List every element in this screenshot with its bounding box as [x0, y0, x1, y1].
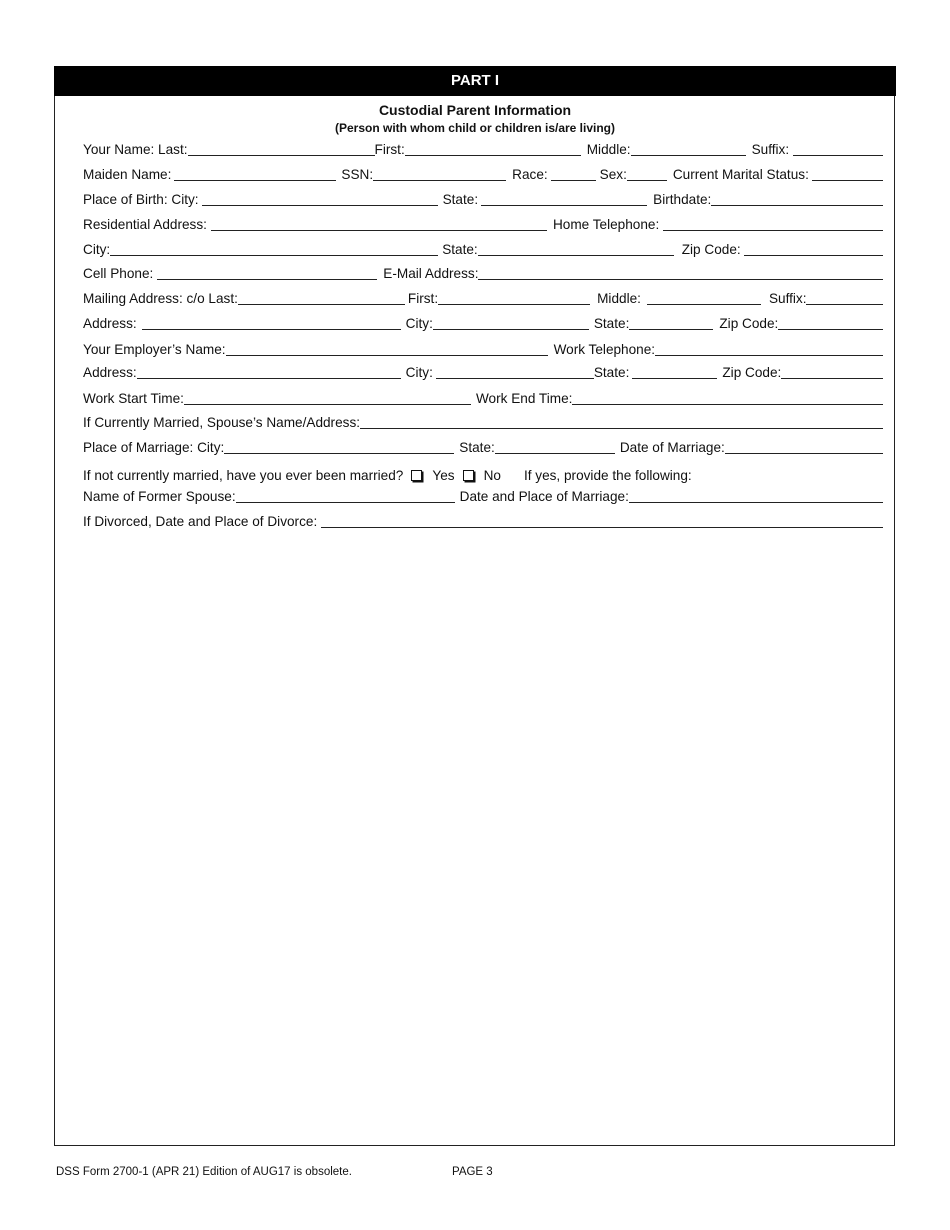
mailing-suffix-field[interactable] — [806, 304, 883, 305]
employer-state-field[interactable] — [632, 378, 717, 379]
label-employer-address: Address: — [83, 365, 137, 380]
former-marriage-field[interactable] — [629, 502, 883, 503]
zip-code-field[interactable] — [744, 255, 883, 256]
label-marriage-city: Place of Marriage: City: — [83, 440, 225, 455]
label-maiden-name: Maiden Name: — [83, 167, 172, 182]
employer-name-field[interactable] — [226, 355, 548, 356]
race-field[interactable] — [551, 180, 596, 181]
spouse-field[interactable] — [360, 428, 883, 429]
work-start-field[interactable] — [184, 404, 471, 405]
marriage-date-field[interactable] — [725, 453, 883, 454]
first-name-field[interactable] — [405, 155, 581, 156]
work-telephone-field[interactable] — [655, 355, 883, 356]
work-end-field[interactable] — [572, 404, 883, 405]
row-residential — [83, 215, 883, 233]
label-birthdate: Birthdate: — [653, 192, 712, 207]
row-employer — [83, 340, 883, 358]
row-former-spouse — [83, 487, 883, 505]
label-residential-address: Residential Address: — [83, 217, 207, 232]
row-spouse — [83, 413, 883, 431]
home-telephone-field[interactable] — [663, 230, 883, 231]
label-spouse: If Currently Married, Spouse’s Name/Address: — [83, 415, 361, 430]
page-number: PAGE 3 — [452, 1166, 493, 1178]
label-mailing-address: Address: — [83, 316, 137, 331]
label-former-marriage: Date and Place of Marriage: — [459, 489, 629, 504]
suffix-field[interactable] — [793, 155, 883, 156]
row-work-times — [83, 389, 883, 407]
label-ssn: SSN: — [341, 167, 374, 182]
mailing-last-field[interactable] — [238, 304, 405, 305]
sex-field[interactable] — [627, 180, 667, 181]
label-work-start: Work Start Time: — [83, 391, 184, 406]
row-employer-address — [83, 363, 883, 381]
label-if-yes: If yes, provide the following: — [523, 468, 692, 483]
label-marriage-date: Date of Marriage: — [619, 440, 725, 455]
birth-state-field[interactable] — [481, 205, 647, 206]
mailing-zip-field[interactable] — [778, 329, 883, 330]
label-city: City: — [83, 242, 111, 257]
row-mailing-name — [83, 289, 883, 307]
middle-name-field[interactable] — [631, 155, 746, 156]
label-middle-name: Middle: — [586, 142, 631, 157]
birth-city-field[interactable] — [202, 205, 438, 206]
no-checkbox[interactable] — [463, 470, 474, 481]
marriage-city-field[interactable] — [224, 453, 454, 454]
label-race: Race: — [512, 167, 548, 182]
row-contact — [83, 264, 883, 282]
part-header — [54, 66, 896, 96]
label-former-spouse: Name of Former Spouse: — [83, 489, 236, 504]
label-work-end: Work End Time: — [475, 391, 573, 406]
label-mailing-zip: Zip Code: — [719, 316, 779, 331]
section-title: Custodial Parent Information — [378, 102, 572, 118]
employer-city-field[interactable] — [436, 378, 594, 379]
yes-checkbox[interactable] — [411, 470, 422, 481]
email-field[interactable] — [478, 279, 883, 280]
row-maiden — [83, 165, 883, 183]
form-identifier: DSS Form 2700-1 (APR 21) Edition of AUG17 is obsolete. — [56, 1166, 352, 1178]
maiden-name-field[interactable] — [174, 180, 336, 181]
label-zip-code: Zip Code: — [681, 242, 741, 257]
row-birth — [83, 190, 883, 208]
label-mailing-state: State: — [593, 316, 630, 331]
label-sex: Sex: — [599, 167, 627, 182]
label-birth-city: Place of Birth: City: — [83, 192, 199, 207]
row-your-name — [83, 140, 883, 158]
employer-zip-field[interactable] — [781, 378, 883, 379]
label-no: No — [483, 468, 501, 483]
label-mailing-last: Mailing Address: c/o Last: — [83, 291, 238, 306]
marital-status-field[interactable] — [812, 180, 883, 181]
label-last-name: Your Name: Last: — [83, 142, 188, 157]
mailing-middle-field[interactable] — [647, 304, 761, 305]
label-email: E-Mail Address: — [383, 266, 479, 281]
last-name-field[interactable] — [188, 155, 375, 156]
row-residential-city — [83, 240, 883, 258]
residential-address-field[interactable] — [211, 230, 547, 231]
label-mailing-city: City: — [405, 316, 433, 331]
birthdate-field[interactable] — [711, 205, 883, 206]
label-mailing-suffix: Suffix: — [768, 291, 807, 306]
row-divorce — [83, 512, 883, 530]
employer-address-field[interactable] — [137, 378, 401, 379]
mailing-city-field[interactable] — [433, 329, 589, 330]
divorce-field[interactable] — [321, 527, 883, 528]
label-employer-city: City: — [405, 365, 433, 380]
label-employer-name: Your Employer’s Name: — [83, 342, 226, 357]
label-work-telephone: Work Telephone: — [553, 342, 656, 357]
row-mailing-address — [83, 314, 883, 332]
label-first-name: First: — [374, 142, 405, 157]
label-suffix: Suffix: — [751, 142, 790, 157]
label-marital-status: Current Marital Status: — [672, 167, 809, 182]
marriage-state-field[interactable] — [495, 453, 615, 454]
label-employer-state: State: — [593, 365, 630, 380]
section-subtitle: (Person with whom child or children is/are living) — [334, 121, 616, 135]
row-marriage — [83, 438, 883, 456]
mailing-address-field[interactable] — [142, 329, 401, 330]
label-state: State: — [442, 242, 478, 257]
ssn-field[interactable] — [373, 180, 506, 181]
state-field[interactable] — [478, 255, 674, 256]
label-mailing-first: First: — [407, 291, 439, 306]
label-divorce: If Divorced, Date and Place of Divorce: — [83, 514, 318, 529]
label-cell-phone: Cell Phone: — [83, 266, 154, 281]
mailing-first-field[interactable] — [438, 304, 590, 305]
label-ever-married: If not currently married, have you ever been married? — [83, 468, 404, 483]
part-label: PART I — [450, 72, 500, 89]
mailing-state-field[interactable] — [629, 329, 713, 330]
label-mailing-middle: Middle: — [597, 291, 641, 306]
label-employer-zip: Zip Code: — [722, 365, 782, 380]
label-birth-state: State: — [442, 192, 479, 207]
former-spouse-field[interactable] — [236, 502, 455, 503]
label-marriage-state: State: — [459, 440, 495, 455]
label-home-telephone: Home Telephone: — [552, 217, 660, 232]
label-yes: Yes — [432, 468, 455, 483]
city-field[interactable] — [110, 255, 438, 256]
cell-phone-field[interactable] — [157, 279, 377, 280]
row-ever-married — [83, 466, 883, 484]
